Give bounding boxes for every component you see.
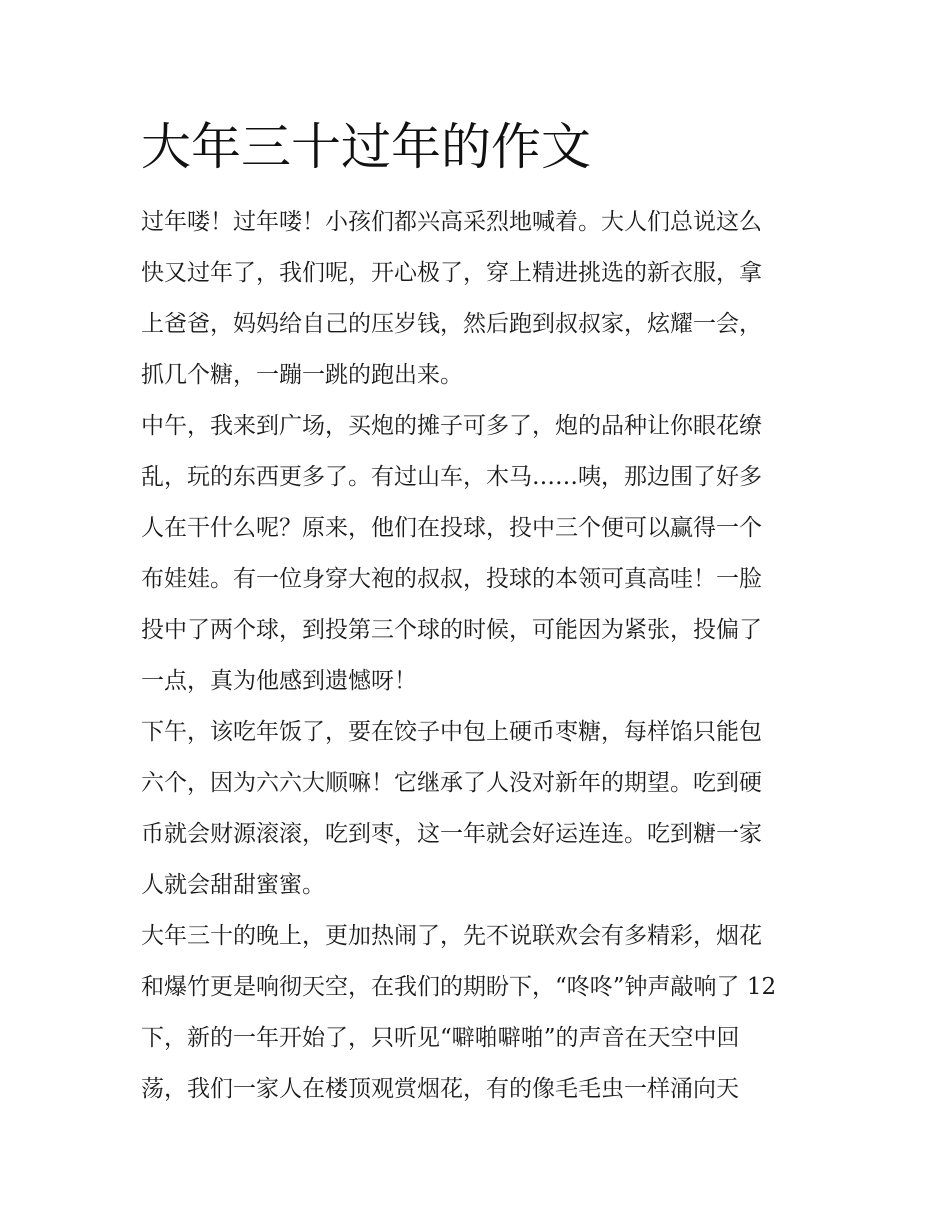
text-line: 六个，因为六六大顺嘛！它继承了人没对新年的期望。吃到硬 <box>141 770 762 796</box>
text-line: 中午，我来到广场，买炮的摊子可多了，炮的品种让你眼花缭 <box>141 413 762 439</box>
text-line: 布娃娃。有一位身穿大袍的叔叔，投球的本领可真高哇！一脸 <box>141 566 762 592</box>
document-title: 大年三十过年的作文 <box>141 118 591 176</box>
text-line: 大年三十的晚上，更加热闹了，先不说联欢会有多精彩，烟花 <box>141 923 762 949</box>
text-line: 过年喽！过年喽！小孩们都兴高采烈地喊着。大人们总说这么 <box>141 209 762 235</box>
text-line: 下，新的一年开始了，只听见“噼啪噼啪”的声音在天空中回 <box>141 1025 740 1051</box>
text-line: 投中了两个球，到投第三个球的时候，可能因为紧张，投偏了 <box>141 617 762 643</box>
text-line: 下午，该吃年饭了，要在饺子中包上硬币枣糖，每样馅只能包 <box>141 719 762 745</box>
text-line: 人就会甜甜蜜蜜。 <box>141 872 325 898</box>
text-line: 和爆竹更是响彻天空，在我们的期盼下，“咚咚”钟声敲响了 12 <box>141 974 777 1000</box>
text-line: 快又过年了，我们呢，开心极了，穿上精进挑选的新衣服，拿 <box>141 260 762 286</box>
text-line: 荡，我们一家人在楼顶观赏烟花，有的像毛毛虫一样涌向天 <box>141 1076 739 1102</box>
text-line: 乱，玩的东西更多了。有过山车，木马……咦，那边围了好多 <box>141 464 762 490</box>
text-line: 人在干什么呢？原来，他们在投球，投中三个便可以赢得一个 <box>141 515 762 541</box>
text-line: 一点，真为他感到遗憾呀！ <box>141 668 417 694</box>
text-line: 抓几个糖，一蹦一跳的跑出来。 <box>141 362 463 388</box>
text-line: 币就会财源滚滚，吃到枣，这一年就会好运连连。吃到糖一家 <box>141 821 762 847</box>
text-line: 上爸爸，妈妈给自己的压岁钱，然后跑到叔叔家，炫耀一会， <box>141 311 762 337</box>
